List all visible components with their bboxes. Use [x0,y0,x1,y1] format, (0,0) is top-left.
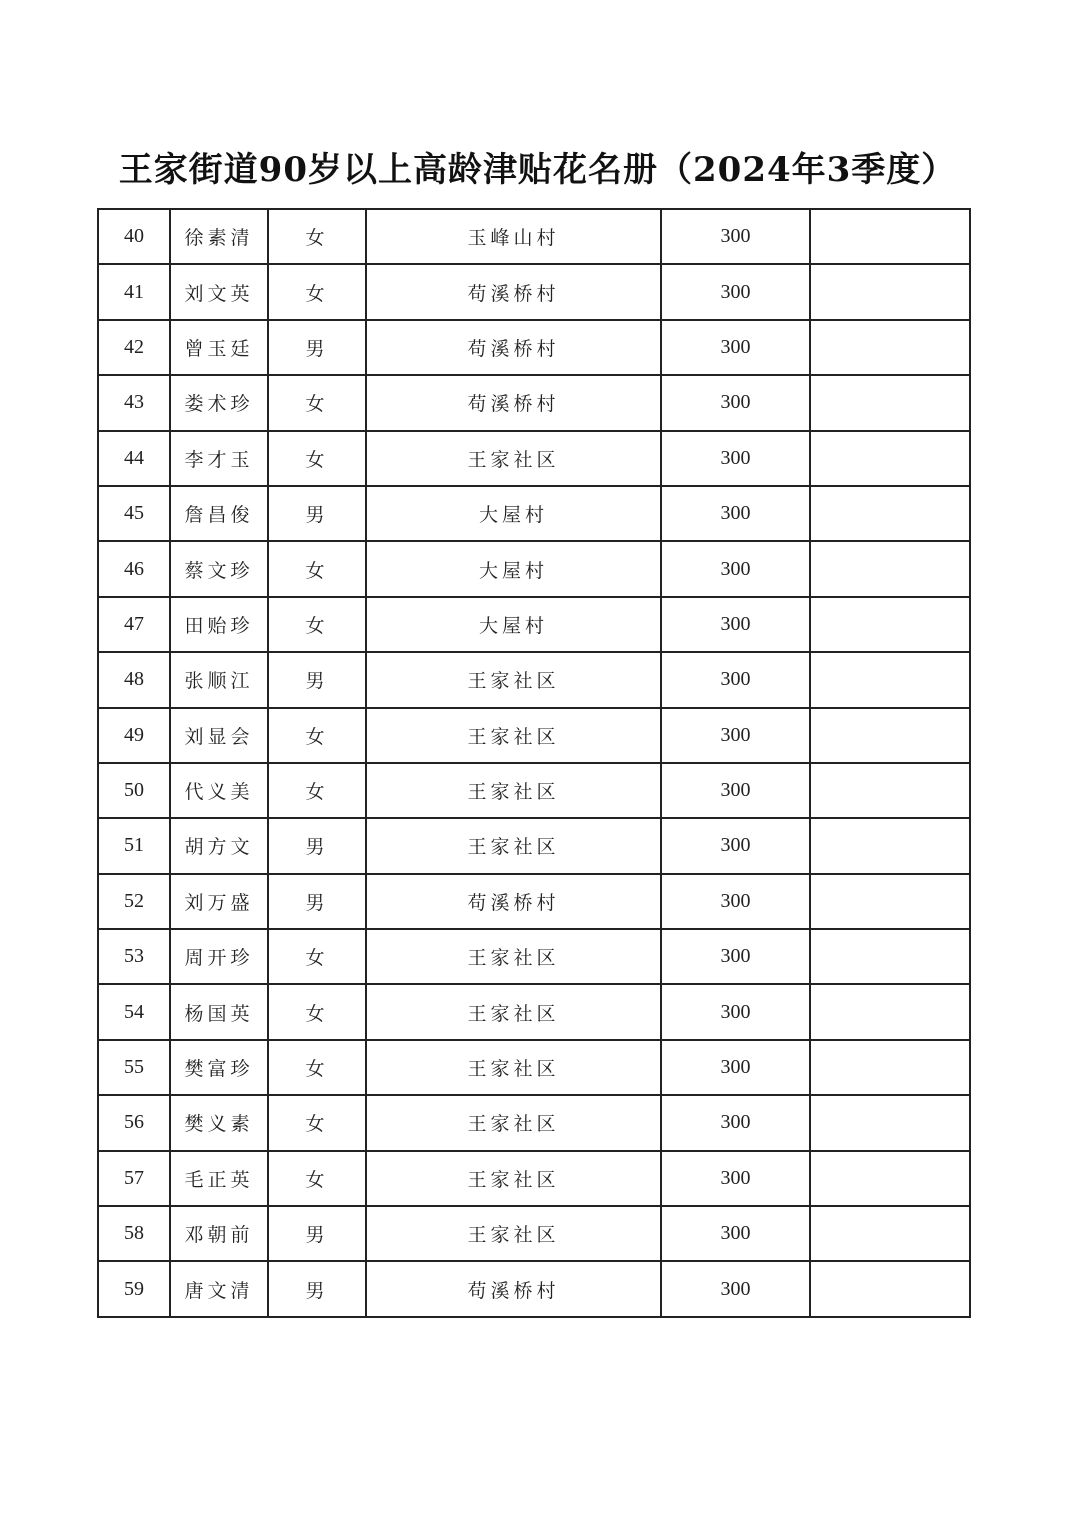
row-number-cell: 50 [98,763,170,818]
table-row [98,486,970,541]
note-cell [810,1206,970,1261]
name-cell: 李才玉 [170,431,268,486]
note-cell [810,541,970,596]
row-number-cell: 41 [98,264,170,319]
table-row [98,929,970,984]
amount-cell: 300 [661,1151,810,1206]
name-cell: 杨国英 [170,984,268,1039]
gender-cell: 女 [268,1095,366,1150]
table-row [98,652,970,707]
amount-cell: 300 [661,818,810,873]
amount-cell: 300 [661,984,810,1039]
gender-cell: 女 [268,431,366,486]
table-row [98,375,970,430]
note-cell [810,1261,970,1316]
name-cell: 樊义素 [170,1095,268,1150]
amount-cell: 300 [661,209,810,264]
name-cell: 娄术珍 [170,375,268,430]
row-number-cell: 44 [98,431,170,486]
row-number-cell: 46 [98,541,170,596]
row-number-cell: 56 [98,1095,170,1150]
note-cell [810,708,970,763]
village-cell: 苟溪桥村 [366,874,661,929]
gender-cell: 女 [268,375,366,430]
table-row [98,818,970,873]
note-cell [810,1095,970,1150]
table-row [98,708,970,763]
gender-cell: 男 [268,1261,366,1316]
subsidy-roster-table [97,208,971,1318]
table-row [98,320,970,375]
amount-cell: 300 [661,652,810,707]
amount-cell: 300 [661,874,810,929]
amount-cell: 300 [661,541,810,596]
row-number-cell: 52 [98,874,170,929]
gender-cell: 女 [268,763,366,818]
table-row [98,1095,970,1150]
amount-cell: 300 [661,1040,810,1095]
note-cell [810,1151,970,1206]
note-cell [810,874,970,929]
table-row [98,874,970,929]
village-cell: 大屋村 [366,597,661,652]
village-cell: 苟溪桥村 [366,264,661,319]
table-row [98,1261,970,1316]
row-number-cell: 57 [98,1151,170,1206]
amount-cell: 300 [661,1261,810,1316]
village-cell: 王家社区 [366,1040,661,1095]
note-cell [810,431,970,486]
gender-cell: 女 [268,1151,366,1206]
note-cell [810,375,970,430]
row-number-cell: 51 [98,818,170,873]
village-cell: 苟溪桥村 [366,1261,661,1316]
row-number-cell: 40 [98,209,170,264]
village-cell: 王家社区 [366,763,661,818]
amount-cell: 300 [661,1095,810,1150]
note-cell [810,597,970,652]
name-cell: 毛正英 [170,1151,268,1206]
village-cell: 苟溪桥村 [366,320,661,375]
roster-body [98,209,970,1317]
gender-cell: 男 [268,486,366,541]
gender-cell: 女 [268,209,366,264]
table-row [98,984,970,1039]
row-number-cell: 59 [98,1261,170,1316]
gender-cell: 女 [268,1040,366,1095]
gender-cell: 女 [268,929,366,984]
row-number-cell: 54 [98,984,170,1039]
name-cell: 刘文英 [170,264,268,319]
name-cell: 田贻珍 [170,597,268,652]
note-cell [810,818,970,873]
gender-cell: 女 [268,264,366,319]
village-cell: 王家社区 [366,984,661,1039]
name-cell: 胡方文 [170,818,268,873]
name-cell: 徐素清 [170,209,268,264]
gender-cell: 男 [268,320,366,375]
table-row [98,1206,970,1261]
table-row [98,431,970,486]
row-number-cell: 43 [98,375,170,430]
row-number-cell: 45 [98,486,170,541]
amount-cell: 300 [661,763,810,818]
note-cell [810,320,970,375]
village-cell: 苟溪桥村 [366,375,661,430]
village-cell: 王家社区 [366,708,661,763]
gender-cell: 男 [268,818,366,873]
table-row [98,1040,970,1095]
note-cell [810,486,970,541]
village-cell: 王家社区 [366,652,661,707]
amount-cell: 300 [661,597,810,652]
amount-cell: 300 [661,486,810,541]
amount-cell: 300 [661,375,810,430]
note-cell [810,652,970,707]
village-cell: 大屋村 [366,486,661,541]
village-cell: 王家社区 [366,929,661,984]
village-cell: 王家社区 [366,818,661,873]
table-row [98,209,970,264]
name-cell: 代义美 [170,763,268,818]
note-cell [810,1040,970,1095]
gender-cell: 女 [268,708,366,763]
row-number-cell: 42 [98,320,170,375]
row-number-cell: 47 [98,597,170,652]
gender-cell: 男 [268,652,366,707]
gender-cell: 女 [268,541,366,596]
village-cell: 玉峰山村 [366,209,661,264]
note-cell [810,209,970,264]
table-row [98,597,970,652]
table-row [98,541,970,596]
table-row [98,763,970,818]
village-cell: 大屋村 [366,541,661,596]
name-cell: 曾玉廷 [170,320,268,375]
amount-cell: 300 [661,320,810,375]
row-number-cell: 53 [98,929,170,984]
note-cell [810,984,970,1039]
gender-cell: 男 [268,1206,366,1261]
name-cell: 樊富珍 [170,1040,268,1095]
row-number-cell: 48 [98,652,170,707]
village-cell: 王家社区 [366,1206,661,1261]
note-cell [810,763,970,818]
village-cell: 王家社区 [366,431,661,486]
row-number-cell: 55 [98,1040,170,1095]
gender-cell: 男 [268,874,366,929]
row-number-cell: 58 [98,1206,170,1261]
gender-cell: 女 [268,597,366,652]
name-cell: 刘显会 [170,708,268,763]
name-cell: 唐文清 [170,1261,268,1316]
amount-cell: 300 [661,1206,810,1261]
amount-cell: 300 [661,431,810,486]
table-row [98,264,970,319]
village-cell: 王家社区 [366,1095,661,1150]
note-cell [810,264,970,319]
name-cell: 张顺江 [170,652,268,707]
note-cell [810,929,970,984]
name-cell: 刘万盛 [170,874,268,929]
page-title: 王家街道90岁以上高龄津贴花名册（2024年3季度） [118,150,957,190]
name-cell: 邓朝前 [170,1206,268,1261]
name-cell: 詹昌俊 [170,486,268,541]
amount-cell: 300 [661,264,810,319]
name-cell: 周开珍 [170,929,268,984]
name-cell: 蔡文珍 [170,541,268,596]
amount-cell: 300 [661,708,810,763]
gender-cell: 女 [268,984,366,1039]
row-number-cell: 49 [98,708,170,763]
amount-cell: 300 [661,929,810,984]
table-row [98,1151,970,1206]
village-cell: 王家社区 [366,1151,661,1206]
